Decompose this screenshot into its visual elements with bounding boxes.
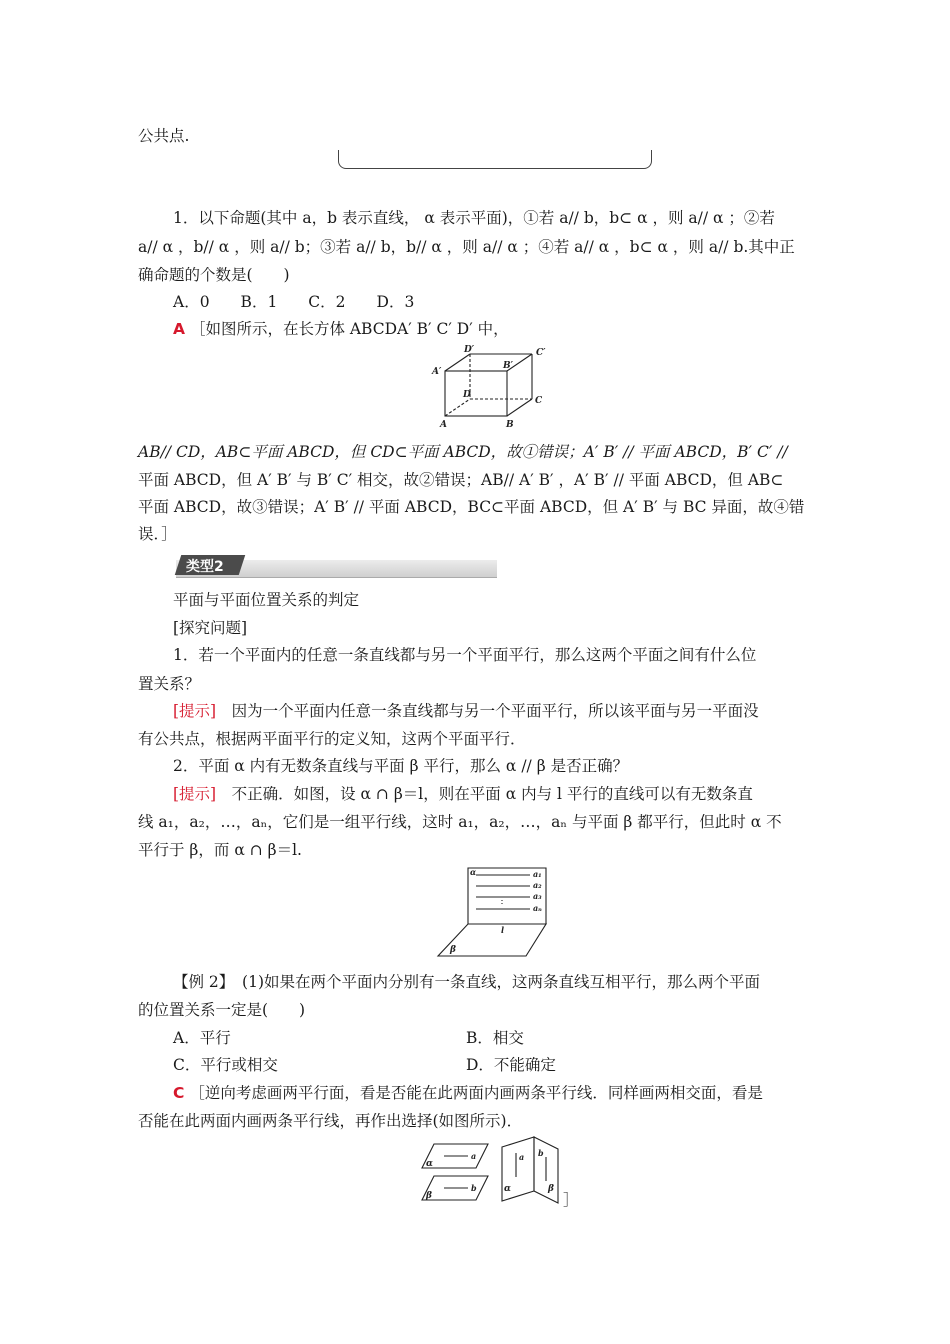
label-B1: B′ bbox=[503, 361, 513, 371]
q1-options: A．0 B．1 C．2 D．3 bbox=[173, 293, 415, 311]
example2-opt-a: A．平行 bbox=[173, 1029, 231, 1047]
example2-line1 bbox=[173, 970, 760, 992]
hint-label: [提示] bbox=[173, 702, 217, 720]
fig3b-b: b bbox=[538, 1148, 544, 1158]
intro-text: 公共点. bbox=[138, 127, 190, 145]
label-D: D bbox=[463, 390, 471, 400]
hint1-text: 因为一个平面内任意一条直线都与另一个平面平行，所以该平面与另一平面没 bbox=[216, 702, 759, 720]
fig2-alpha: α bbox=[470, 867, 477, 877]
example2-answer-letter: C bbox=[173, 1084, 185, 1102]
q1-expl4: 误．］ bbox=[138, 525, 177, 543]
example2-opt-d: D．不能确定 bbox=[466, 1056, 556, 1074]
intersecting-planes-figure bbox=[430, 862, 560, 960]
example2-opt-b: B．相交 bbox=[466, 1029, 524, 1047]
example2-q1: (1)如果在两个平面内分别有一条直线，这两条直线互相平行，那么两个平面 bbox=[226, 973, 761, 991]
example2-line2: 的位置关系一定是( ) bbox=[138, 1001, 306, 1019]
q1-answer-intro: ［如图所示，在长方体 ABCDA′ B′ C′ D′ 中， bbox=[189, 320, 509, 338]
label-D1: D′ bbox=[464, 345, 475, 355]
hint1-line1 bbox=[173, 699, 759, 721]
fig2-a1: a₁ bbox=[533, 869, 542, 879]
explore-q1-line2: 置关系？ bbox=[138, 675, 201, 693]
cuboid-figure bbox=[430, 343, 554, 431]
hint-label: [提示] bbox=[173, 785, 217, 803]
fig2-a3: a₃ bbox=[533, 891, 542, 901]
example2-opt-c: C．平行或相交 bbox=[173, 1056, 278, 1074]
example2-answer-line2: 否能在此两面内画两条平行线，再作出选择(如图所示)． bbox=[138, 1112, 523, 1130]
fig3b-alpha: α bbox=[504, 1184, 511, 1194]
hint1-line2: 有公共点，根据两平面平行的定义知，这两个平面平行． bbox=[138, 730, 526, 748]
box-bracket bbox=[338, 150, 652, 169]
hint2-line3: 平行于 β，而 α ∩ β＝l. bbox=[138, 841, 302, 859]
q1-line3: 确命题的个数是( ) bbox=[138, 266, 290, 284]
closing-bracket: ］ bbox=[563, 1191, 579, 1209]
fig3-alpha: α bbox=[426, 1159, 433, 1169]
section-tag: 类型2 bbox=[186, 559, 224, 575]
q1-answer-letter: A bbox=[173, 320, 185, 338]
section-title: 平面与平面位置关系的判定 bbox=[173, 591, 360, 609]
hint2-text: 不正确．如图，设 α ∩ β＝l，则在平面 α 内与 l 平行的直线可以有无数条直 bbox=[216, 785, 753, 803]
label-A1: A′ bbox=[432, 367, 442, 377]
explore-heading: [探究问题] bbox=[173, 619, 248, 637]
label-C1: C′ bbox=[536, 348, 546, 358]
fig3-beta: β bbox=[426, 1191, 432, 1201]
fig3-b: b bbox=[471, 1183, 477, 1193]
fig2-an: aₙ bbox=[533, 903, 542, 913]
fig2-a2: a₂ bbox=[533, 880, 542, 890]
q1-expl3: 平面 ABCD，故③错误；A′ B′ // 平面 ABCD，BC⊂平面 ABCD，但 A′ B′ 与 BC 异面，故④错 bbox=[138, 498, 805, 516]
explore-q1-line1: 1．若一个平面内的任意一条直线都与另一个平面平行，那么这两个平面之间有什么位 bbox=[173, 646, 757, 664]
hint2-line2: 线 a₁，a₂，…，aₙ，它们是一组平行线，这时 a₁，a₂，…，aₙ 与平面 β 都平行，但此时 α 不 bbox=[138, 813, 782, 831]
intersecting-planes-figure-2 bbox=[498, 1133, 562, 1205]
example2-label: 【例 2】 bbox=[173, 973, 227, 991]
label-A: A bbox=[440, 420, 447, 430]
fig3b-beta: β bbox=[548, 1184, 554, 1194]
hint2-line1 bbox=[173, 782, 753, 804]
fig3b-a: a bbox=[519, 1152, 525, 1162]
explore-q2: 2．平面 α 内有无数条直线与平面 β 平行，那么 α // β 是否正确？ bbox=[173, 757, 629, 775]
q1-answer bbox=[173, 317, 509, 339]
label-B: B bbox=[506, 420, 514, 430]
example2-ans1: ［逆向考虑画两平行面，看是否能在此两面内画两条平行线．同样画两相交面，看是 bbox=[189, 1084, 763, 1102]
example2-answer-line1 bbox=[173, 1081, 763, 1103]
fig3-a: a bbox=[471, 1151, 477, 1161]
q1-expl1: AB// CD，AB⊂平面 ABCD，但 CD⊂平面 ABCD，故①错误；A′ B′ // 平面 ABCD，B′ C′ // bbox=[138, 443, 788, 461]
fig2-l: l bbox=[501, 925, 505, 935]
label-C: C bbox=[535, 396, 543, 406]
q1-expl2: 平面 ABCD，但 A′ B′ 与 B′ C′ 相交，故②错误；AB// A′ B′ ，A′ B′ // 平面 ABCD，但 AB⊂ bbox=[138, 471, 784, 489]
fig2-beta: β bbox=[450, 945, 456, 955]
parallel-planes-figure bbox=[418, 1140, 494, 1204]
q1-line1: 1．以下命题(其中 a，b 表示直线， α 表示平面)，①若 a// b，b⊂ α ，则 a// α ；②若 bbox=[173, 209, 775, 227]
q1-line2: a// α ，b// α ，则 a// b；③若 a// b，b// α ，则 a// α ；④若 a// α ，b⊂ α ，则 a// b.其中正 bbox=[138, 238, 795, 256]
